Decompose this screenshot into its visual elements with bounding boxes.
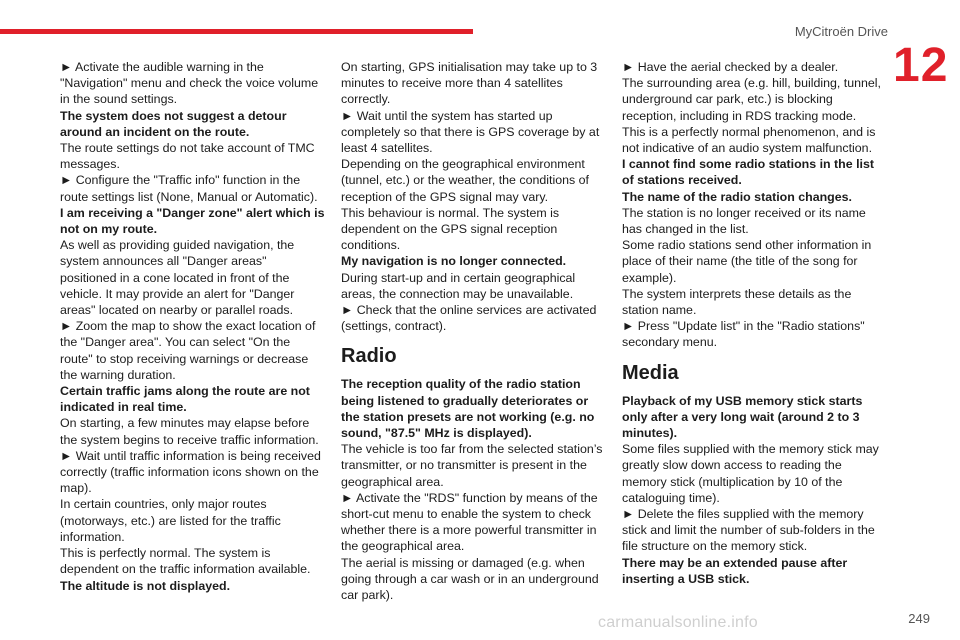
question-text: The altitude is not displayed. (60, 578, 231, 593)
header-accent-bar (0, 29, 473, 34)
question-text: There may be an extended pause after inserting a USB stick. (622, 555, 848, 586)
paragraph: ► Configure the "Traffic info" function in the route settings list (None, Manual or Automatic). (60, 173, 318, 204)
paragraph: The surrounding area (e.g. hill, building, tunnel, underground car park, etc.) is blocking reception, including in RDS tracking mode. (622, 76, 881, 123)
paragraph: ► Press "Update list" in the "Radio stations" secondary menu. (622, 319, 865, 350)
question-text: Playback of my USB memory stick starts only after a very long wait (around 2 to 3 minutes). (622, 393, 863, 441)
question-text: The reception quality of the radio station being listened to gradually deteriorates or the station presets are not working (e.g. no sound, "87.5" MHz is displayed). (341, 377, 595, 441)
paragraph: This behaviour is normal. The system is dependent on the GPS signal reception conditions. (341, 205, 560, 253)
paragraph: Some radio stations send other information in place of their name (the title of the song for example). (622, 238, 872, 285)
brand-title: MyCitroën Drive (794, 24, 888, 39)
paragraph: ► Activate the "RDS" function by means of the short-cut menu to enable the system to check whether there is a more powerful transmitter in the geographical area. (341, 490, 598, 554)
paragraph: Depending on the geographical environment (tunnel, etc.) or the weather, the conditions of reception of the GPS signal may vary. (341, 157, 589, 204)
paragraph: ► Check that the online services are activated (settings, contract). (341, 303, 597, 334)
section-heading: Radio (341, 345, 397, 368)
chapter-number: 12 (893, 39, 949, 92)
question-text: The name of the radio station changes. (622, 189, 852, 204)
paragraph: ► Zoom the map to show the exact location of the "Danger area". You can select "On the route" to stop receiving warnings or decrease the warning duration. (60, 319, 316, 382)
question-text: My navigation is no longer connected. (341, 254, 567, 269)
question-text: I cannot find some radio stations in the list of stations received. (622, 157, 874, 188)
text-column-3 (622, 59, 888, 587)
paragraph: ► Activate the audible warning in the "Navigation" menu and check the voice volume in the sound settings. (60, 60, 319, 107)
paragraph: During start-up and in certain geographical areas, the connection may be unavailable. (341, 270, 576, 301)
paragraph: ► Delete the files supplied with the memory stick and limit the number of sub-folders in the file structure on the memory stick. (622, 507, 875, 554)
paragraph: ► Have the aerial checked by a dealer. (622, 60, 839, 74)
question-text: Certain traffic jams along the route are not indicated in real time. (60, 384, 310, 415)
paragraph: On starting, GPS initialisation may take up to 3 minutes to receive more than 4 satellites correctly. (341, 60, 598, 107)
section-heading: Media (622, 361, 679, 384)
paragraph: The vehicle is too far from the selected station’s transmitter, or no transmitter is present in the geographical area. (341, 442, 603, 489)
text-column-1 (60, 59, 326, 594)
paragraph: The system interprets these details as the station name. (622, 286, 852, 318)
paragraph: This is perfectly normal. The system is dependent on the traffic information available. (60, 546, 311, 577)
paragraph: On starting, a few minutes may elapse before the system begins to receive traffic information. (60, 416, 319, 447)
page-number: 249 (908, 611, 930, 626)
paragraph: Some files supplied with the memory stick may greatly slow down access to reading the memory stick (multiplication by 10 of the cataloguing time). (622, 442, 879, 505)
question-text: The system does not suggest a detour around an incident on the route. (60, 108, 287, 139)
paragraph: The aerial is missing or damaged (e.g. when going through a car wash or in an underground car park). (341, 555, 599, 603)
question-text: I am receiving a "Danger zone" alert which is not on my route. (60, 205, 325, 237)
paragraph: In certain countries, only major routes (motorways, etc.) are listed for the traffic information. (60, 497, 281, 544)
text-column-2 (341, 59, 607, 603)
paragraph: This is a perfectly normal phenomenon, and is not indicative of an audio system malfunction. (622, 124, 876, 156)
paragraph: The station is no longer received or its name has changed in the list. (622, 205, 866, 237)
paragraph: ► Wait until the system has started up completely so that there is GPS coverage by at least 4 satellites. (341, 108, 600, 156)
paragraph: ► Wait until traffic information is being received correctly (traffic information icons shown on the map). (60, 448, 321, 496)
watermark: carmanualsonline.info (598, 614, 758, 631)
paragraph: The route settings do not take account of TMC messages. (60, 141, 315, 172)
paragraph: As well as providing guided navigation, the system announces all "Danger areas" positioned in a cone located in front of the vehicle. It may provide an alert for "Danger areas" located on nearby or parallel roads. (60, 238, 295, 318)
